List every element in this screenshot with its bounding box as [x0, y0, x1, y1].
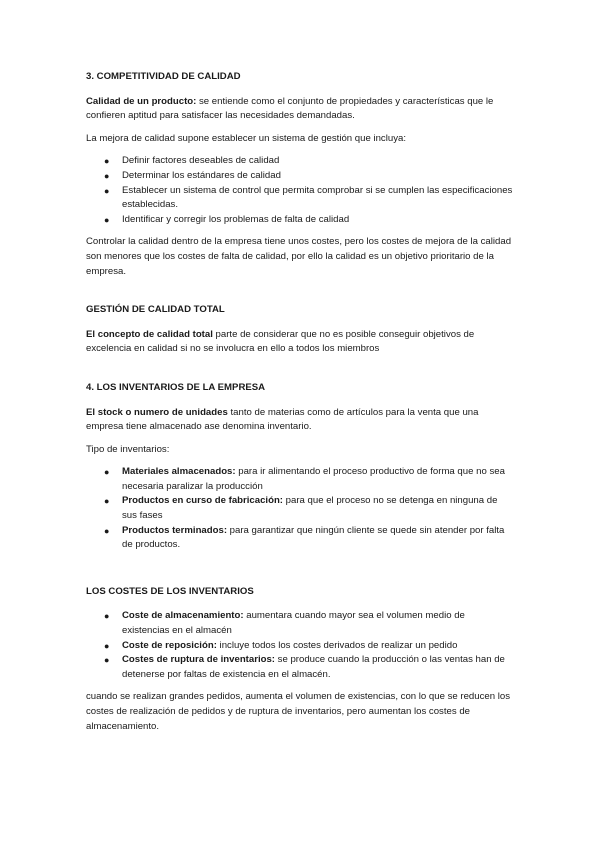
list-item [86, 494, 514, 523]
bullet-icon: ● [104, 611, 110, 622]
bullet-icon: ● [104, 156, 110, 167]
list-item-text: Identificar y corregir los problemas de falta de calidad [122, 213, 350, 225]
bold-term: Costes de ruptura de inventarios: [122, 654, 275, 666]
bullet-icon: ● [104, 496, 110, 507]
list-item [86, 154, 514, 169]
bullet-icon: ● [104, 170, 110, 181]
paragraph-text: tanto de materias como de artículos para la venta que una empresa tiene almacenado ase denomina inventario. [86, 406, 479, 433]
paragraph: Tipo de inventarios: [86, 443, 170, 455]
list-item-text: para que el proceso no se detenga en ninguna de sus fases [122, 495, 498, 522]
bold-term: El stock o numero de unidades [86, 406, 228, 418]
bullet-list [86, 609, 514, 682]
bold-term: Coste de reposición: [122, 639, 217, 651]
bullet-icon: ● [104, 214, 110, 225]
list-item-text: para garantizar que ningún cliente se quede sin atender por falta de productos. [122, 524, 505, 551]
list-item [86, 184, 514, 213]
list-item-text: Establecer un sistema de control que permita comprobar si se cumplen las especificaciones establecidas. [122, 184, 513, 211]
list-item-text: Determinar los estándares de calidad [122, 169, 281, 181]
section-heading: 4. LOS INVENTARIOS DE LA EMPRESA [86, 381, 266, 393]
paragraph [86, 406, 514, 435]
paragraph-text: parte de considerar que no es posible conseguir objetivos de excelencia en calidad si no se involucra en ello a todos los miembros [86, 328, 475, 355]
bullet-icon: ● [104, 185, 110, 196]
bold-term: El concepto de calidad total [86, 328, 213, 340]
paragraph [86, 328, 514, 357]
bullet-icon: ● [104, 655, 110, 666]
list-item [86, 609, 514, 638]
section-heading: GESTIÓN DE CALIDAD TOTAL [86, 304, 225, 316]
list-item [86, 465, 514, 494]
bold-term: Coste de almacenamiento: [122, 610, 244, 622]
paragraph-text: se entiende como el conjunto de propiedades y características que le confieren aptitud para satisfacer las necesidades demandadas. [86, 95, 494, 122]
list-item-text: se produce cuando la producción o las ventas han de detenerse por faltas de existencia en el almacén. [122, 654, 505, 680]
bullet-icon: ● [104, 640, 110, 651]
bullet-list [86, 154, 514, 227]
paragraph: Controlar la calidad dentro de la empresa tiene unos costes, pero los costes de mejora de la calidad son menores que los costes de falta de calidad, por ello la calidad es un objetivo prioritario de la empresa. [86, 236, 512, 277]
section-heading: LOS COSTES DE LOS INVENTARIOS [86, 585, 254, 597]
paragraph [86, 95, 514, 124]
bullet-list [86, 465, 514, 553]
list-item-text: incluye todos los costes derivados de realizar un pedido [216, 639, 458, 651]
list-item [86, 653, 514, 682]
list-item [86, 639, 514, 654]
list-item [86, 524, 514, 553]
paragraph: cuando se realizan grandes pedidos, aumenta el volumen de existencias, con lo que se reducen los costes de realización de pedidos y de ruptura de inventarios, pero aumentan los costes de almacenamiento. [86, 691, 510, 732]
bold-term: Productos terminados: [122, 524, 228, 536]
list-item-text: aumentara cuando mayor sea el volumen medio de existencias en el almacén [122, 610, 465, 637]
paragraph: La mejora de calidad supone establecer un sistema de gestión que incluya: [86, 132, 406, 144]
section-heading: 3. COMPETITIVIDAD DE CALIDAD [86, 71, 241, 82]
bold-term: Materiales almacenados: [122, 466, 236, 478]
bullet-icon: ● [104, 525, 110, 536]
bold-term: Calidad de un producto: [86, 95, 197, 107]
list-item-text: Definir factores deseables de calidad [122, 155, 280, 167]
list-item-text: para ir alimentando el proceso productivo de forma que no sea necesaria paralizar la producción [122, 466, 505, 492]
list-item [86, 169, 514, 184]
bold-term: Productos en curso de fabricación: [122, 495, 283, 507]
bullet-icon: ● [104, 467, 110, 478]
list-item [86, 213, 514, 228]
